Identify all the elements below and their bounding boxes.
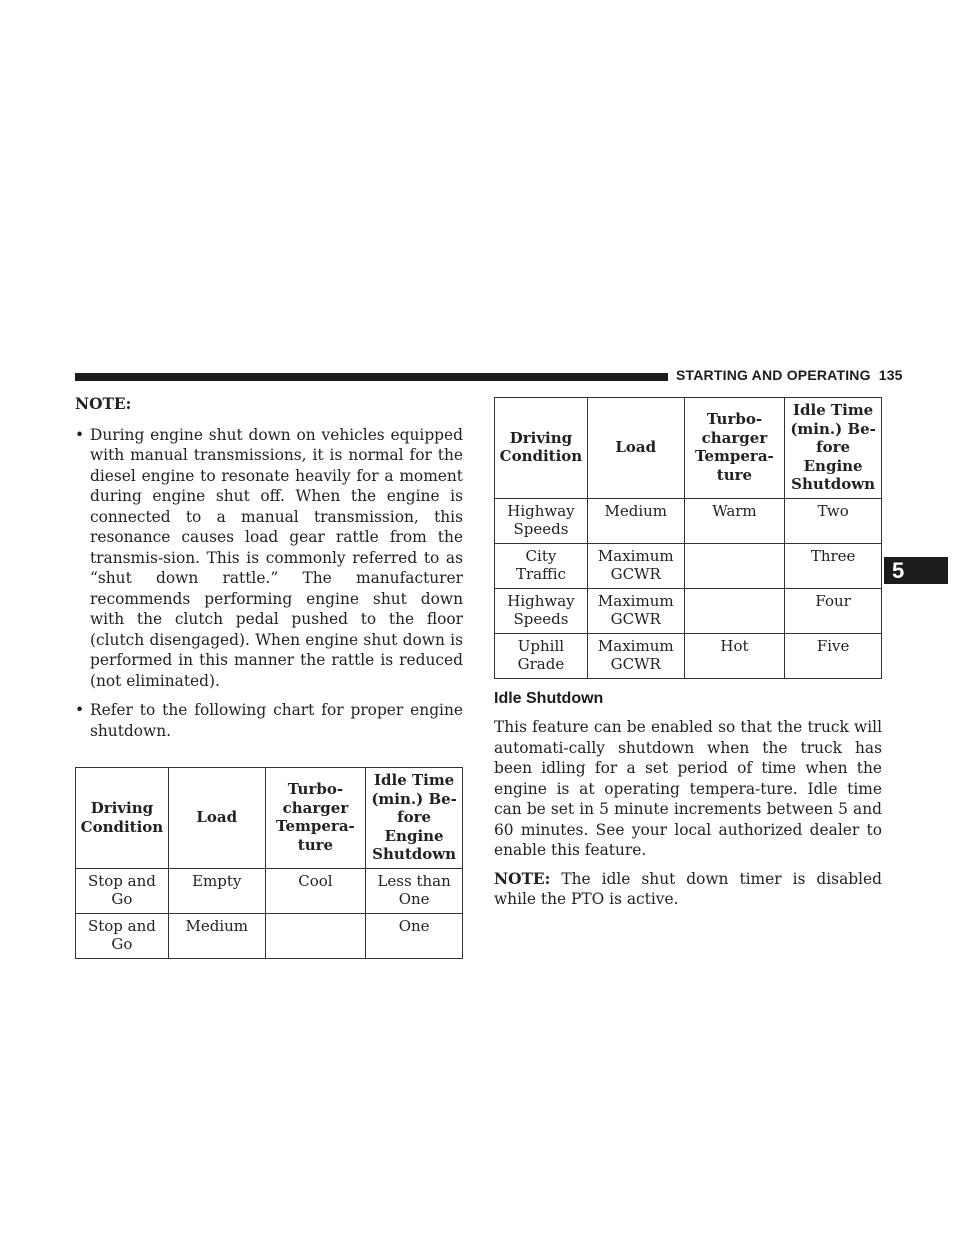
table-header-row: [76, 768, 463, 869]
left-column: [75, 394, 463, 959]
idle-shutdown-heading: Idle Shutdown: [494, 689, 604, 707]
idle-shutdown-note: [494, 869, 882, 910]
bullet-icon: •: [75, 425, 85, 444]
table-row: Stop and Go Empty Cool Less than One: [76, 868, 463, 913]
col-header-turbo-temp: Turbo-charger Tempera-ture: [684, 398, 785, 499]
table-row: Highway Speeds Medium Warm Two: [495, 498, 882, 543]
col-header-load: Load: [587, 398, 684, 499]
right-column: [494, 397, 882, 918]
table-row: Highway Speeds Maximum GCWR Four: [495, 588, 882, 633]
col-header-driving-condition: Driving Condition: [495, 398, 588, 499]
section-title: STARTING AND OPERATING: [676, 367, 871, 383]
chapter-tab: 5: [884, 557, 948, 584]
running-header: [676, 367, 903, 383]
note-text: The idle shut down timer is disabled while the PTO is active.: [494, 869, 882, 908]
bullet-item: • Refer to the following chart for proper engine shutdown.: [75, 701, 463, 740]
note-label: NOTE:: [75, 395, 132, 413]
idle-shutdown-paragraph: This feature can be enabled so that the truck will automati-cally shutdown when the truck has been idling for a set period of time when the engine is at operating tempera-ture. Idle time can be set in 5 minute increments between 5 and 60 minutes. See your local authorized dealer to enable this feature.: [494, 718, 882, 859]
col-header-turbo-temp: Turbo-charger Tempera-ture: [265, 768, 366, 869]
bullet-item: • During engine shut down on vehicles equipped with manual transmissions, it is normal for the diesel engine to resonate heavily for a moment during engine shut off. When the engine is connected to a manual transmission, this resonance causes load gear rattle from the transmis-sion. This is commonly referred to as “shut down rattle.” The manufacturer recommends performing engine shut down with the clutch pedal pushed to the floor (clutch disengaged). When engine shut down is performed in this manner the rattle is reduced (not eliminated).: [75, 425, 463, 690]
bullet-icon: •: [75, 701, 85, 719]
shutdown-table-part2: [494, 397, 882, 679]
note-bullets: [75, 425, 463, 742]
table-header-row: [495, 398, 882, 499]
table-row: Uphill Grade Maximum GCWR Hot Five: [495, 633, 882, 678]
shutdown-table-part1: [75, 767, 463, 959]
page-number: 135: [878, 367, 903, 383]
col-header-idle-time: Idle Time (min.) Be-fore Engine Shutdown: [785, 398, 882, 499]
col-header-driving-condition: Driving Condition: [76, 768, 169, 869]
note-label: NOTE:: [494, 869, 551, 888]
col-header-idle-time: Idle Time (min.) Be-fore Engine Shutdown: [366, 768, 463, 869]
table-row: City Traffic Maximum GCWR Three: [495, 543, 882, 588]
table-row: Stop and Go Medium One: [76, 913, 463, 958]
col-header-load: Load: [168, 768, 265, 869]
header-rule: [75, 373, 668, 381]
